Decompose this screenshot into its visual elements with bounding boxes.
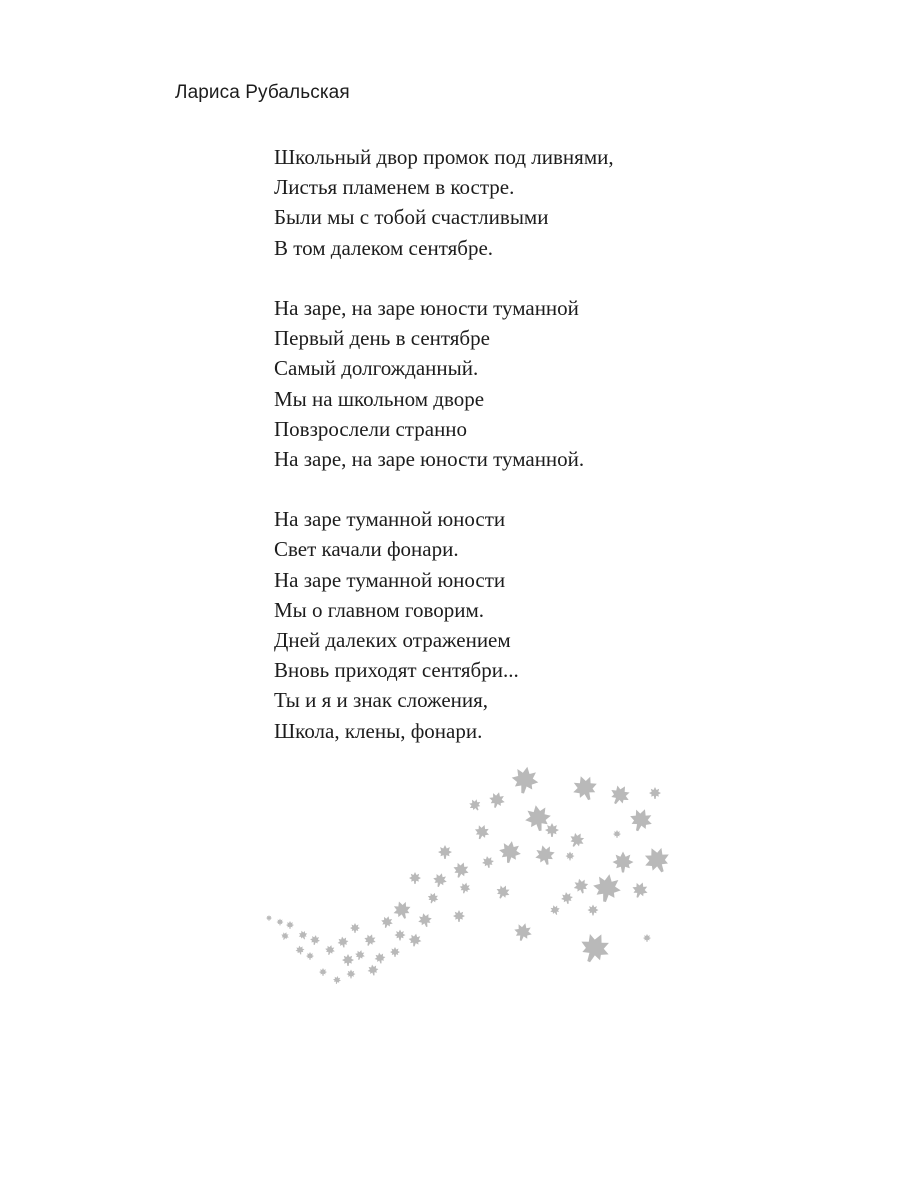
maple-leaf-icon: [575, 928, 615, 968]
maple-leaf-icon: [588, 905, 599, 916]
maple-leaf-icon: [472, 822, 491, 841]
maple-leaf-icon: [630, 880, 651, 901]
maple-leaf-icon: [626, 805, 655, 834]
maple-leaf-icon: [380, 915, 395, 930]
maple-leaf-icon: [467, 797, 483, 813]
maple-leaf-icon: [549, 904, 562, 917]
maple-leaf-icon: [390, 898, 413, 921]
maple-leaf-icon: [286, 921, 294, 929]
poem-line: На заре, на заре юности туманной.: [274, 446, 585, 471]
maple-leaf-icon: [350, 923, 360, 933]
poem-line: Первый день в сентябре: [274, 326, 490, 351]
poem-line: Школьный двор промок под ливнями,: [274, 145, 614, 169]
maple-leaf-icon: [277, 919, 284, 926]
poem-line: Были мы с тобой счастливыми: [274, 205, 549, 230]
maple-leaf-icon: [572, 877, 590, 895]
maple-leaf-icon: [560, 891, 574, 905]
maple-leaf-icon: [354, 949, 366, 961]
poem-line: Самый долгожданный.: [274, 356, 479, 381]
maple-leaf-icon: [280, 931, 290, 941]
maple-leaf-icon: [332, 975, 341, 984]
maple-leaf-icon: [458, 881, 471, 894]
poem: [274, 142, 614, 746]
poem-stanza: [274, 293, 614, 474]
maple-leaf-icon: [416, 911, 433, 928]
poem-line: Ты и я и знак сложения,: [274, 688, 489, 713]
maple-leaf-icon: [613, 830, 621, 838]
maple-leaf-icon: [374, 952, 387, 965]
maple-leaf-icon: [606, 781, 633, 808]
maple-leaf-icon: [337, 936, 350, 949]
maple-leaf-icon: [640, 843, 675, 878]
maple-leaf-icon: [613, 852, 634, 873]
maple-leaf-icon: [347, 970, 356, 979]
poem-line: Листья пламенем в костре.: [274, 175, 515, 200]
falling-maple-leaves-icon: [255, 760, 685, 990]
maple-leaf-icon: [295, 945, 305, 955]
poem-line: Школа, клены, фонари.: [274, 718, 483, 743]
maple-leaf-icon: [512, 921, 534, 943]
maple-leaf-icon: [324, 944, 336, 956]
maple-leaf-icon: [451, 860, 472, 881]
maple-leaf-icon: [487, 790, 507, 810]
poem-line: Вновь приходят сентябри...: [274, 658, 519, 683]
maple-leaf-icon: [367, 964, 380, 977]
maple-leaf-icon: [438, 845, 452, 859]
maple-leaf-icon: [426, 891, 440, 905]
poem-line: Свет качали фонари.: [274, 537, 459, 562]
poem-line: На заре туманной юности: [274, 567, 506, 592]
maple-leaf-icon: [431, 871, 448, 888]
maple-leaf-icon: [409, 872, 421, 884]
maple-leaf-icon: [509, 764, 540, 795]
poem-line: На заре, на заре юности туманной: [274, 295, 579, 320]
maple-leaf-icon: [649, 787, 661, 799]
poem-line: На заре туманной юности: [274, 507, 506, 532]
maple-leaf-icon: [306, 952, 314, 960]
maple-leaf-icon: [566, 852, 575, 861]
maple-leaf-icon: [497, 839, 522, 864]
maple-leaf-icon: [567, 830, 587, 850]
maple-leaf-icon: [390, 947, 400, 957]
poem-line: Дней далеких отражением: [274, 628, 511, 652]
maple-leaf-icon: [494, 883, 513, 902]
leaf-cluster: [266, 764, 674, 984]
maple-leaf-icon: [591, 872, 623, 904]
maple-leaf-icon: [569, 772, 601, 804]
maple-leaf-icon: [362, 932, 377, 947]
maple-leaf-icon: [533, 843, 557, 867]
maple-leaf-icon: [643, 934, 651, 942]
poem-line: Мы о главном говорим.: [274, 597, 485, 622]
poem-line: Мы на школьном дворе: [274, 386, 485, 411]
maple-leaf-icon: [395, 930, 406, 941]
maple-leaf-icon: [266, 915, 272, 921]
poem-stanza: [274, 504, 614, 746]
maple-leaf-icon: [297, 929, 309, 941]
maple-leaf-icon: [545, 823, 559, 837]
maple-leaf-icon: [319, 968, 327, 976]
maple-leaf-icon: [407, 932, 422, 947]
maple-leaf-icon: [453, 910, 465, 922]
maple-leaf-icon: [309, 934, 321, 946]
maple-leaf-icon: [342, 954, 354, 966]
poem-line: Повзрослели странно: [274, 416, 468, 441]
poem-stanza: [274, 142, 614, 263]
running-head-author: Лариса Рубальская: [175, 82, 350, 103]
maple-leaf-icon: [481, 855, 495, 869]
poem-line: В том далеком сентябре.: [274, 235, 494, 260]
